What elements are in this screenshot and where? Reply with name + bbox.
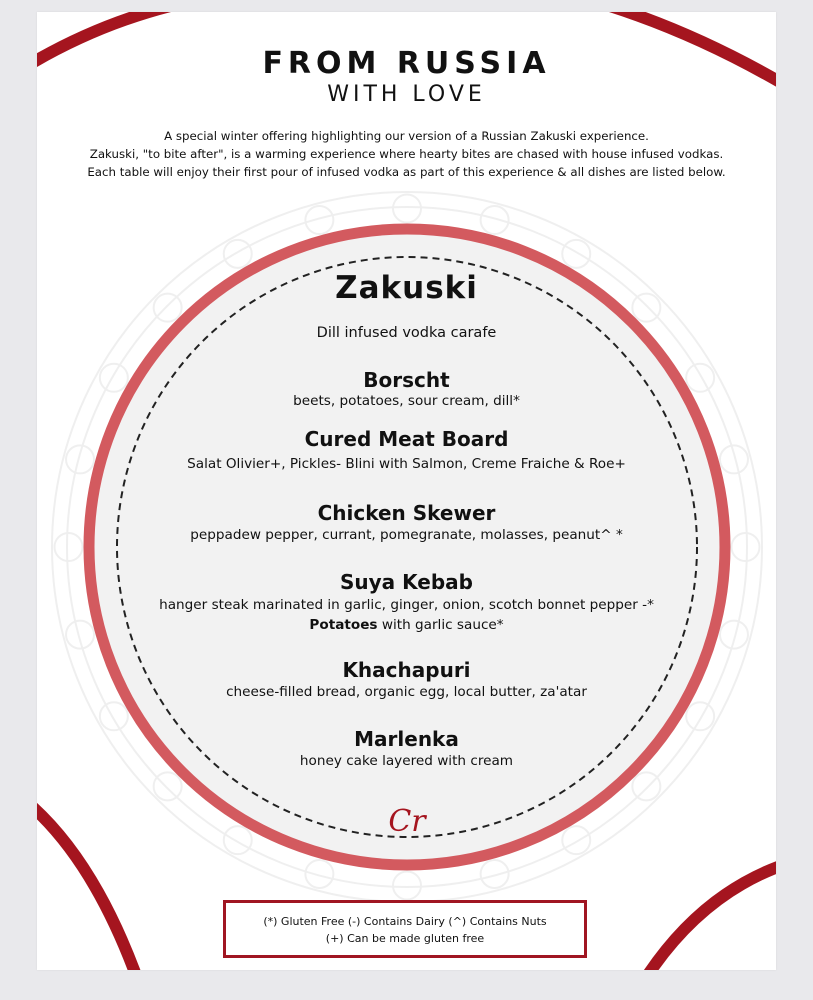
dish-name-chicken-skewer: Chicken Skewer (317, 501, 496, 525)
mandala-petal (393, 872, 421, 900)
dish-name-marlenka: Marlenka (354, 727, 459, 751)
title-line-1: FROM RUSSIA (262, 46, 551, 81)
menu-page (37, 12, 776, 970)
dish-name-cured-meat-board: Cured Meat Board (304, 427, 509, 451)
legend-line-1: (*) Gluten Free (-) Contains Dairy (^) Contains Nuts (263, 915, 547, 928)
mandala-petal (224, 240, 252, 268)
corner-arc-bottom-left (37, 802, 142, 970)
intro-item: Dill infused vodka carafe (316, 325, 497, 341)
dish-desc-chicken-skewer: peppadew pepper, currant, pomegranate, molasses, peanut^ * (190, 527, 623, 543)
dish-desc-khachapuri: cheese-filled bread, organic egg, local butter, za'atar (226, 684, 587, 700)
mandala-petal (562, 240, 590, 268)
mandala-petal (305, 860, 333, 888)
dish-desc-suya-kebab: hanger steak marinated in garlic, ginger, onion, scotch bonnet pepper -* (159, 597, 654, 613)
mandala-petal (224, 826, 252, 854)
legend-line-2: (+) Can be made gluten free (325, 932, 485, 945)
title-line-2: WITH LOVE (327, 82, 486, 107)
dish-extra-rest: with garlic sauce* (377, 617, 504, 633)
restaurant-logo: Cr (388, 804, 426, 839)
section-title: Zakuski (335, 270, 478, 306)
corner-arc-bottom-right (637, 862, 776, 970)
mandala-petal (154, 772, 182, 800)
mandala-petal (562, 826, 590, 854)
dish-name-khachapuri: Khachapuri (342, 658, 471, 682)
mandala-petal (393, 195, 421, 223)
dish-desc-marlenka: honey cake layered with cream (299, 753, 514, 769)
dish-extra-suya-kebab (37, 617, 776, 633)
dish-extra-bold: Potatoes (309, 617, 378, 633)
dietary-legend (223, 900, 587, 958)
dish-name-suya-kebab: Suya Kebab (340, 570, 473, 594)
mandala-petal (481, 206, 509, 234)
intro-text (47, 127, 766, 181)
mandala-petal (481, 860, 509, 888)
mandala-petal (632, 772, 660, 800)
dish-name-borscht: Borscht (363, 368, 450, 392)
intro-line-3: Each table will enjoy their first pour of infused vodka as part of this experience & all dishes are listed below. (87, 165, 726, 179)
intro-line-2: Zakuski, "to bite after", is a warming experience where hearty bites are chased with house infused vodkas. (89, 147, 724, 161)
dish-desc-cured-meat-board: Salat Olivier+, Pickles- Blini with Salmon, Creme Fraiche & Roe+ (187, 456, 626, 472)
dish-desc-borscht: beets, potatoes, sour cream, dill* (293, 393, 520, 409)
mandala-petal (305, 206, 333, 234)
intro-line-1: A special winter offering highlighting our version of a Russian Zakuski experience. (164, 129, 649, 143)
